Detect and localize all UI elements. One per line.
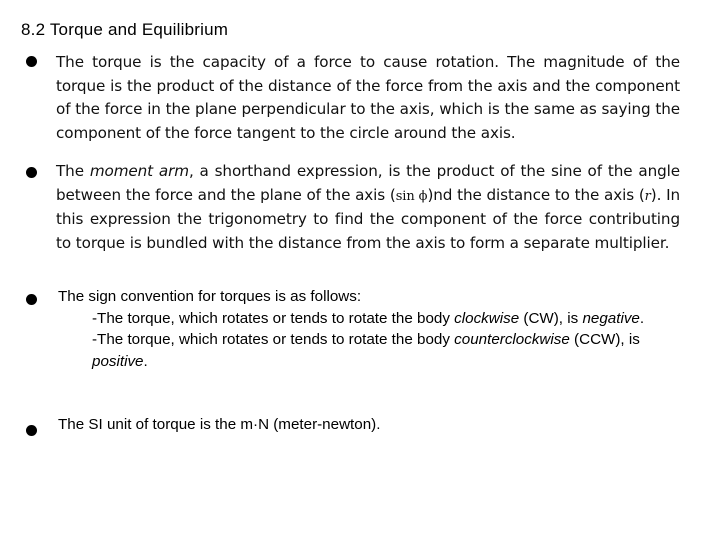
slide-title: 8.2 Torque and Equilibrium xyxy=(21,20,229,39)
ccw-text: . xyxy=(143,352,148,370)
sign-convention-ccw xyxy=(58,329,688,372)
cw-text: (CW), is xyxy=(519,309,583,327)
sign-convention-intro: The sign convention for torques is as follows: xyxy=(58,288,362,305)
bullet-sign-convention xyxy=(58,286,688,372)
cw-text: . xyxy=(639,309,645,327)
ccw-sign: positive xyxy=(92,352,144,370)
cw-term: clockwise xyxy=(454,309,520,327)
moment-arm-text: The xyxy=(56,162,90,180)
cw-text: -The torque, which rotates or tends to rotate the body xyxy=(92,309,455,327)
moment-arm-text: )nd the distance to the axis ( xyxy=(427,185,645,204)
bullet-dot xyxy=(26,167,37,178)
sign-convention-cw xyxy=(58,308,688,330)
sin-phi-symbol: sin ϕ xyxy=(395,188,428,204)
cw-sign: negative xyxy=(582,309,640,327)
ccw-text: (CCW), is xyxy=(569,331,640,348)
moment-arm-text: , a shorthand expression, is the product of the sine of the angle between the force and the plane of the axis ( xyxy=(56,162,680,204)
ccw-term: counterclockwise xyxy=(454,331,570,348)
bullet-dot xyxy=(26,425,37,436)
bullet-dot xyxy=(26,294,37,305)
bullet-moment-arm xyxy=(56,160,680,255)
bullet-dot xyxy=(26,56,37,67)
moment-arm-term: moment arm xyxy=(89,162,189,180)
ccw-text: -The torque, which rotates or tends to rotate the body xyxy=(92,331,455,348)
bullet-si-unit: The SI unit of torque is the m·N (meter-newton). xyxy=(58,416,381,433)
moment-arm-text: ). In this expression the trigonometry to find the component of the force contributing to torque is bundled with the distance from the axis to form a separate multiplier. xyxy=(56,185,681,252)
bullet-torque-definition: The torque is the capacity of a force to cause rotation. The magnitude of the torque is the product of the distance of the force from the axis and the component of the force in the plane perpendicular to the axis, which is the same as saying the component of the force tangent to the circle around the axis. xyxy=(56,53,680,142)
r-symbol: r xyxy=(644,188,651,204)
